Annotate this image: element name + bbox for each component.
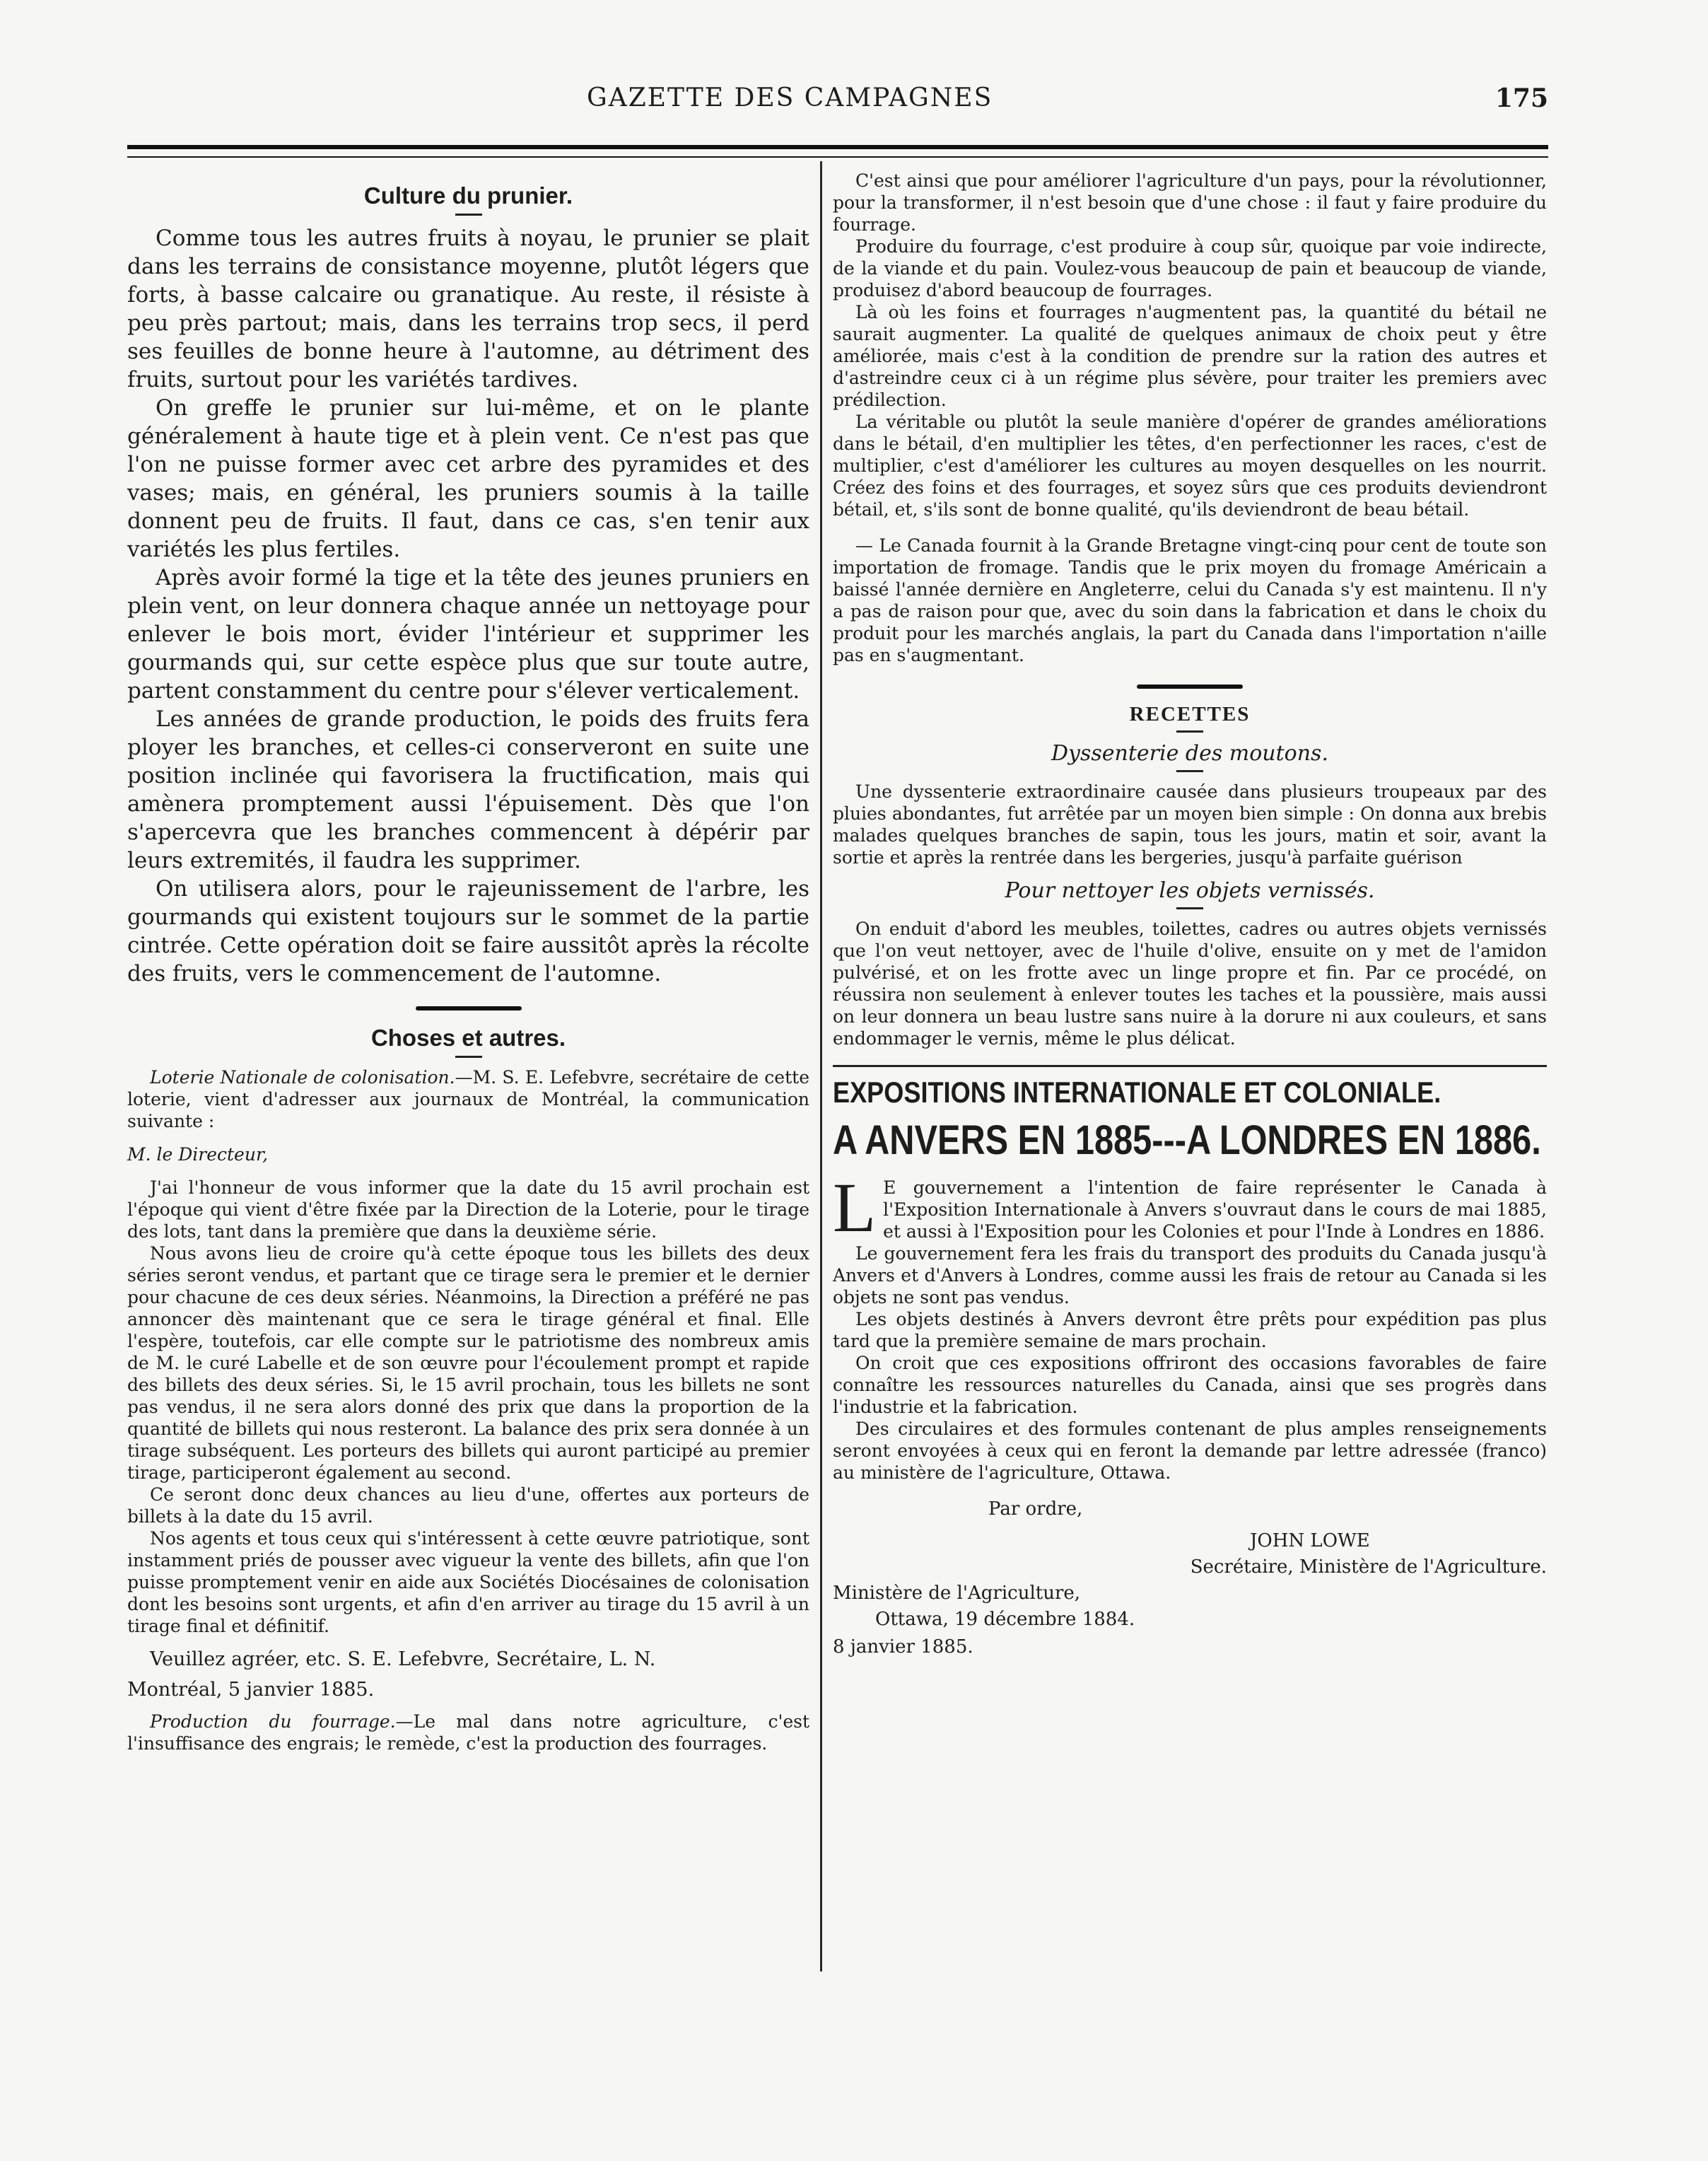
loterie-intro-text: —M. S. E. Lefebvre, secrétaire de cette loterie, vient d'adresser aux journaux de Montréal, la communication suivante : bbox=[127, 1067, 809, 1131]
section-title-choses: Choses et autres. bbox=[370, 1025, 566, 1051]
dyssenterie-recipe bbox=[833, 781, 1547, 868]
paragraph: On utilisera alors, pour le rajeunissement de l'arbre, les gourmands qui existent toujours sur le sommet de la partie cintrée. Cette opération doit se faire aussitôt après la récolte des fruits, vers le commencement de l'automne. bbox=[127, 876, 809, 986]
paragraph: Les années de grande production, le poids des fruits fera ployer les branches, et celles-ci conserveront en suite une position inclinée qui favorisera la fructification, mais qui amènera promptement aussi l'épuisement. Dès que l'on s'apercevra que les branches commencent à dépérir par leurs extremités, il faudra les supprimer. bbox=[127, 706, 809, 873]
vernis-recipe bbox=[833, 918, 1547, 1049]
left-column bbox=[127, 170, 809, 1754]
title-dash bbox=[1176, 730, 1203, 733]
paragraph: C'est ainsi que pour améliorer l'agriculture d'un pays, pour la révolutionner, pour la transformer, il n'est besoin que d'une chose : il faut y faire produire du fourrage. bbox=[833, 170, 1547, 235]
paragraph-text: E gouvernement a l'intention de faire représenter le Canada à l'Exposition Internationale à Anvers s'ouvraut dans le cours de mai 1885, et aussi à l'Exposition pour les Colonies et pour l'Inde à Londres en 1886. bbox=[883, 1177, 1547, 1242]
masthead-title: GAZETTE DES CAMPAGNES bbox=[587, 83, 993, 112]
section-title-culture: Culture du prunier. bbox=[363, 182, 573, 209]
expo-notice bbox=[833, 1168, 1547, 1484]
ministry-line: Ministère de l'Agriculture, bbox=[833, 1583, 1081, 1604]
title-dash bbox=[455, 214, 482, 216]
production-heading: Production du fourrage. bbox=[150, 1711, 396, 1732]
paragraph: Des circulaires et des formules contenant de plus amples renseignements seront envoyées à ceux qui en feront la demande par lettre adressée (franco) au ministère de l'agriculture, Ottawa. bbox=[833, 1419, 1547, 1483]
header-rule bbox=[127, 145, 1548, 158]
paragraph: Le gouvernement fera les frais du transport des produits du Canada jusqu'à Anvers et d'Anvers à Londres, comme aussi les frais de retour au Canada si les objets ne sont pas vendus. bbox=[833, 1243, 1547, 1307]
place-date: Montréal, 5 janvier 1885. bbox=[127, 1679, 375, 1701]
paragraph: Nos agents et tous ceux qui s'intéressent à cette œuvre patriotique, sont instamment priés de pousser avec vigueur la vente des billets, afin que l'on puisse promptement venir en aide aux Sociétés Diocésaines de colonisation dont les besoins sont urgents, et afin d'en arriver au tirage du 15 avril à un tirage final et définitif. bbox=[127, 1528, 809, 1636]
salutation: M. le Directeur, bbox=[127, 1144, 269, 1165]
ottawa-date: Ottawa, 19 décembre 1884. bbox=[875, 1609, 1135, 1630]
expo-heading-2: A ANVERS EN 1885---A LONDRES EN 1886. bbox=[833, 1117, 1541, 1163]
signature-block bbox=[833, 1498, 1547, 1659]
paragraph: On enduit d'abord les meubles, toilettes, cadres ou autres objets vernissés que l'on veut nettoyer, avec de l'huile d'olive, ensuite on y met de l'amidon pulvérisé, et on les frotte avec un linge propre et fin. Par ce procédé, on réussira non seulement à enlever toutes les taches et la poussière, mais aussi on leur donnera un beau lustre sans nuire à la dorure ni aux couleurs, et sans endommager le vernis, même le plus délicat. bbox=[833, 919, 1547, 1049]
paragraph: Nous avons lieu de croire qu'à cette époque tous les billets des deux séries seront vendus, et partant que ce tirage sera le premier et le dernier pour chacune de ces deux séries. Néanmoins, la Direction a préféré ne pas annoncer dès maintenant que ce sera le tirage général et final. Elle l'espère, toutefois, car elle compte sur le patriotisme des nombreux amis de M. le curé Labelle et de son œuvre pour l'écoulement prompt et rapide des billets des deux séries. Si, le 15 avril prochain, tous les billets ne sont pas vendus, il ne sera alors donné des prix que dans la proportion de la quantité de billets qui nous resteront. La balance des prix sera donnée à un tirage subséquent. Les porteurs des billets qui auront participé au premier tirage, participeront également au second. bbox=[127, 1243, 809, 1483]
page-number: 175 bbox=[1494, 83, 1548, 113]
par-ordre: Par ordre, bbox=[988, 1498, 1083, 1520]
paragraph: Produire du fourrage, c'est produire à coup sûr, quoique par voie indirecte, de la viande et du pain. Voulez-vous beaucoup de pain et beaucoup de viande, produisez d'abord beaucoup de fourrages. bbox=[833, 236, 1547, 301]
vernis-title: Pour nettoyer les objets vernissés. bbox=[1005, 878, 1375, 903]
signer-title: Secrétaire, Ministère de l'Agriculture. bbox=[1190, 1556, 1547, 1578]
paragraph: On greffe le prunier sur lui-même, et on le plante généralement à haute tige et à plein vent. Ce n'est pas que l'on ne puisse former avec cet arbre des pyramides et des vases; mais, en général, les pruniers soumis à la taille donnent peu de fruits. Il faut, dans ce cas, s'en tenir aux variétés les plus fertiles. bbox=[127, 395, 809, 562]
fourrage-continuation bbox=[833, 170, 1547, 666]
culture-article bbox=[127, 224, 809, 988]
paragraph: Comme tous les autres fruits à noyau, le prunier se plait dans les terrains de consistance moyenne, plutôt légers que forts, à basse calcaire ou granatique. Au reste, il résiste à peu près partout; mais, dans les terrains trop secs, il perd ses feuilles de bonne heure à l'automne, au détriment des fruits, surtout pour les variétés tardives. bbox=[127, 226, 809, 392]
section-divider bbox=[1137, 685, 1243, 689]
paragraph: Les objets destinés à Anvers devront être prêts pour expédition pas plus tard que la première semaine de mars prochain. bbox=[833, 1309, 1547, 1351]
recettes-heading: RECETTES bbox=[1129, 703, 1251, 726]
notice-rule bbox=[833, 1065, 1547, 1067]
page-header bbox=[127, 78, 1548, 127]
section-divider bbox=[416, 1006, 522, 1010]
choses-article bbox=[127, 1066, 809, 1754]
production-para bbox=[127, 1711, 809, 1754]
title-dash bbox=[455, 1056, 482, 1058]
canada-paragraph: — Le Canada fournit à la Grande Bretagne vingt-cinq pour cent de toute son importation de fromage. Tandis que le prix moyen du fromage Américain a baissé l'année dernière en Angleterre, celui du Canada s'y est maintenu. Il n'y a pas de raison pour que, avec du soin dans la fabrication et dans le choix du produit pour les marchés anglais, la part du Canada dans l'importation n'aille pas en s'augmentant. bbox=[833, 535, 1547, 665]
column-separator bbox=[820, 161, 822, 1971]
title-dash bbox=[1176, 770, 1203, 772]
dyssenterie-title: Dyssenterie des moutons. bbox=[1051, 741, 1328, 766]
paragraph: Là où les foins et fourrages n'augmentent pas, la quantité du bétail ne saurait augmenter. La qualité de quelques animaux de choix peut y être améliorée, mais c'est à la condition de prendre sur la ration des autres et d'astreindre ceux ci à un régime plus sévère, pour traiter les premiers avec prédilection. bbox=[833, 302, 1547, 410]
publication-date: 8 janvier 1885. bbox=[833, 1636, 973, 1658]
paragraph: Ce seront donc deux chances au lieu d'une, offertes aux porteurs de billets à la date du 15 avril. bbox=[127, 1484, 809, 1527]
loterie-heading: Loterie Nationale de colonisation. bbox=[150, 1067, 455, 1088]
right-column bbox=[833, 170, 1547, 1659]
paragraph: La véritable ou plutôt la seule manière d'opérer de grandes améliorations dans le bétail, d'en multiplier les têtes, d'en perfectionner les races, c'est de multiplier, c'est d'améliorer les cultures au moyen desquelles on les nourrit. Créez des foins et des fourrages, et soyez sûrs que ces produits deviendront bétail, et, s'ils sont de bonne qualité, qu'ils deviendront de beau bétail. bbox=[833, 412, 1547, 520]
expo-first-paragraph bbox=[833, 1168, 1547, 1247]
title-dash bbox=[1176, 907, 1203, 909]
production-text: —Le mal dans notre agriculture, c'est l'insuffisance des engrais; le remède, c'est la production des fourrages. bbox=[127, 1711, 810, 1754]
closing-line: Veuillez agréer, etc. S. E. Lefebvre, Secrétaire, L. N. bbox=[150, 1648, 656, 1670]
paragraph: J'ai l'honneur de vous informer que la date du 15 avril prochain est l'époque qui vient d'être fixée par la Direction de la Loterie, pour le tirage des lots, tant dans la première que dans la deuxième série. bbox=[127, 1177, 809, 1242]
drop-cap: L bbox=[833, 1168, 877, 1247]
paragraph: On croit que ces expositions offriront des occasions favorables de faire connaître les ressources naturelles du Canada, ainsi que ses progrès dans l'industrie et la fabrication. bbox=[833, 1353, 1547, 1417]
signer-name: JOHN LOWE bbox=[1250, 1530, 1370, 1551]
paragraph: Une dyssenterie extraordinaire causée dans plusieurs troupeaux par des pluies abondantes, fut arrêtée par un moyen bien simple : On donna aux brebis malades quelques branches de sapin, tous les jours, matin et soir, avant la sortie et après la rentrée dans les bergeries, jusqu'à parfaite guérison bbox=[833, 781, 1547, 868]
loterie-intro bbox=[127, 1066, 809, 1132]
expo-heading-1: EXPOSITIONS INTERNATIONALE ET COLONIALE. bbox=[833, 1076, 1441, 1109]
paragraph: Après avoir formé la tige et la tête des jeunes pruniers en plein vent, on leur donnera chaque année un nettoyage pour enlever le bois mort, évider l'intérieur et supprimer les gourmands qui, sur cette espèce plus que sur toute autre, partent constamment du centre pour s'élever verticalement. bbox=[127, 565, 809, 704]
